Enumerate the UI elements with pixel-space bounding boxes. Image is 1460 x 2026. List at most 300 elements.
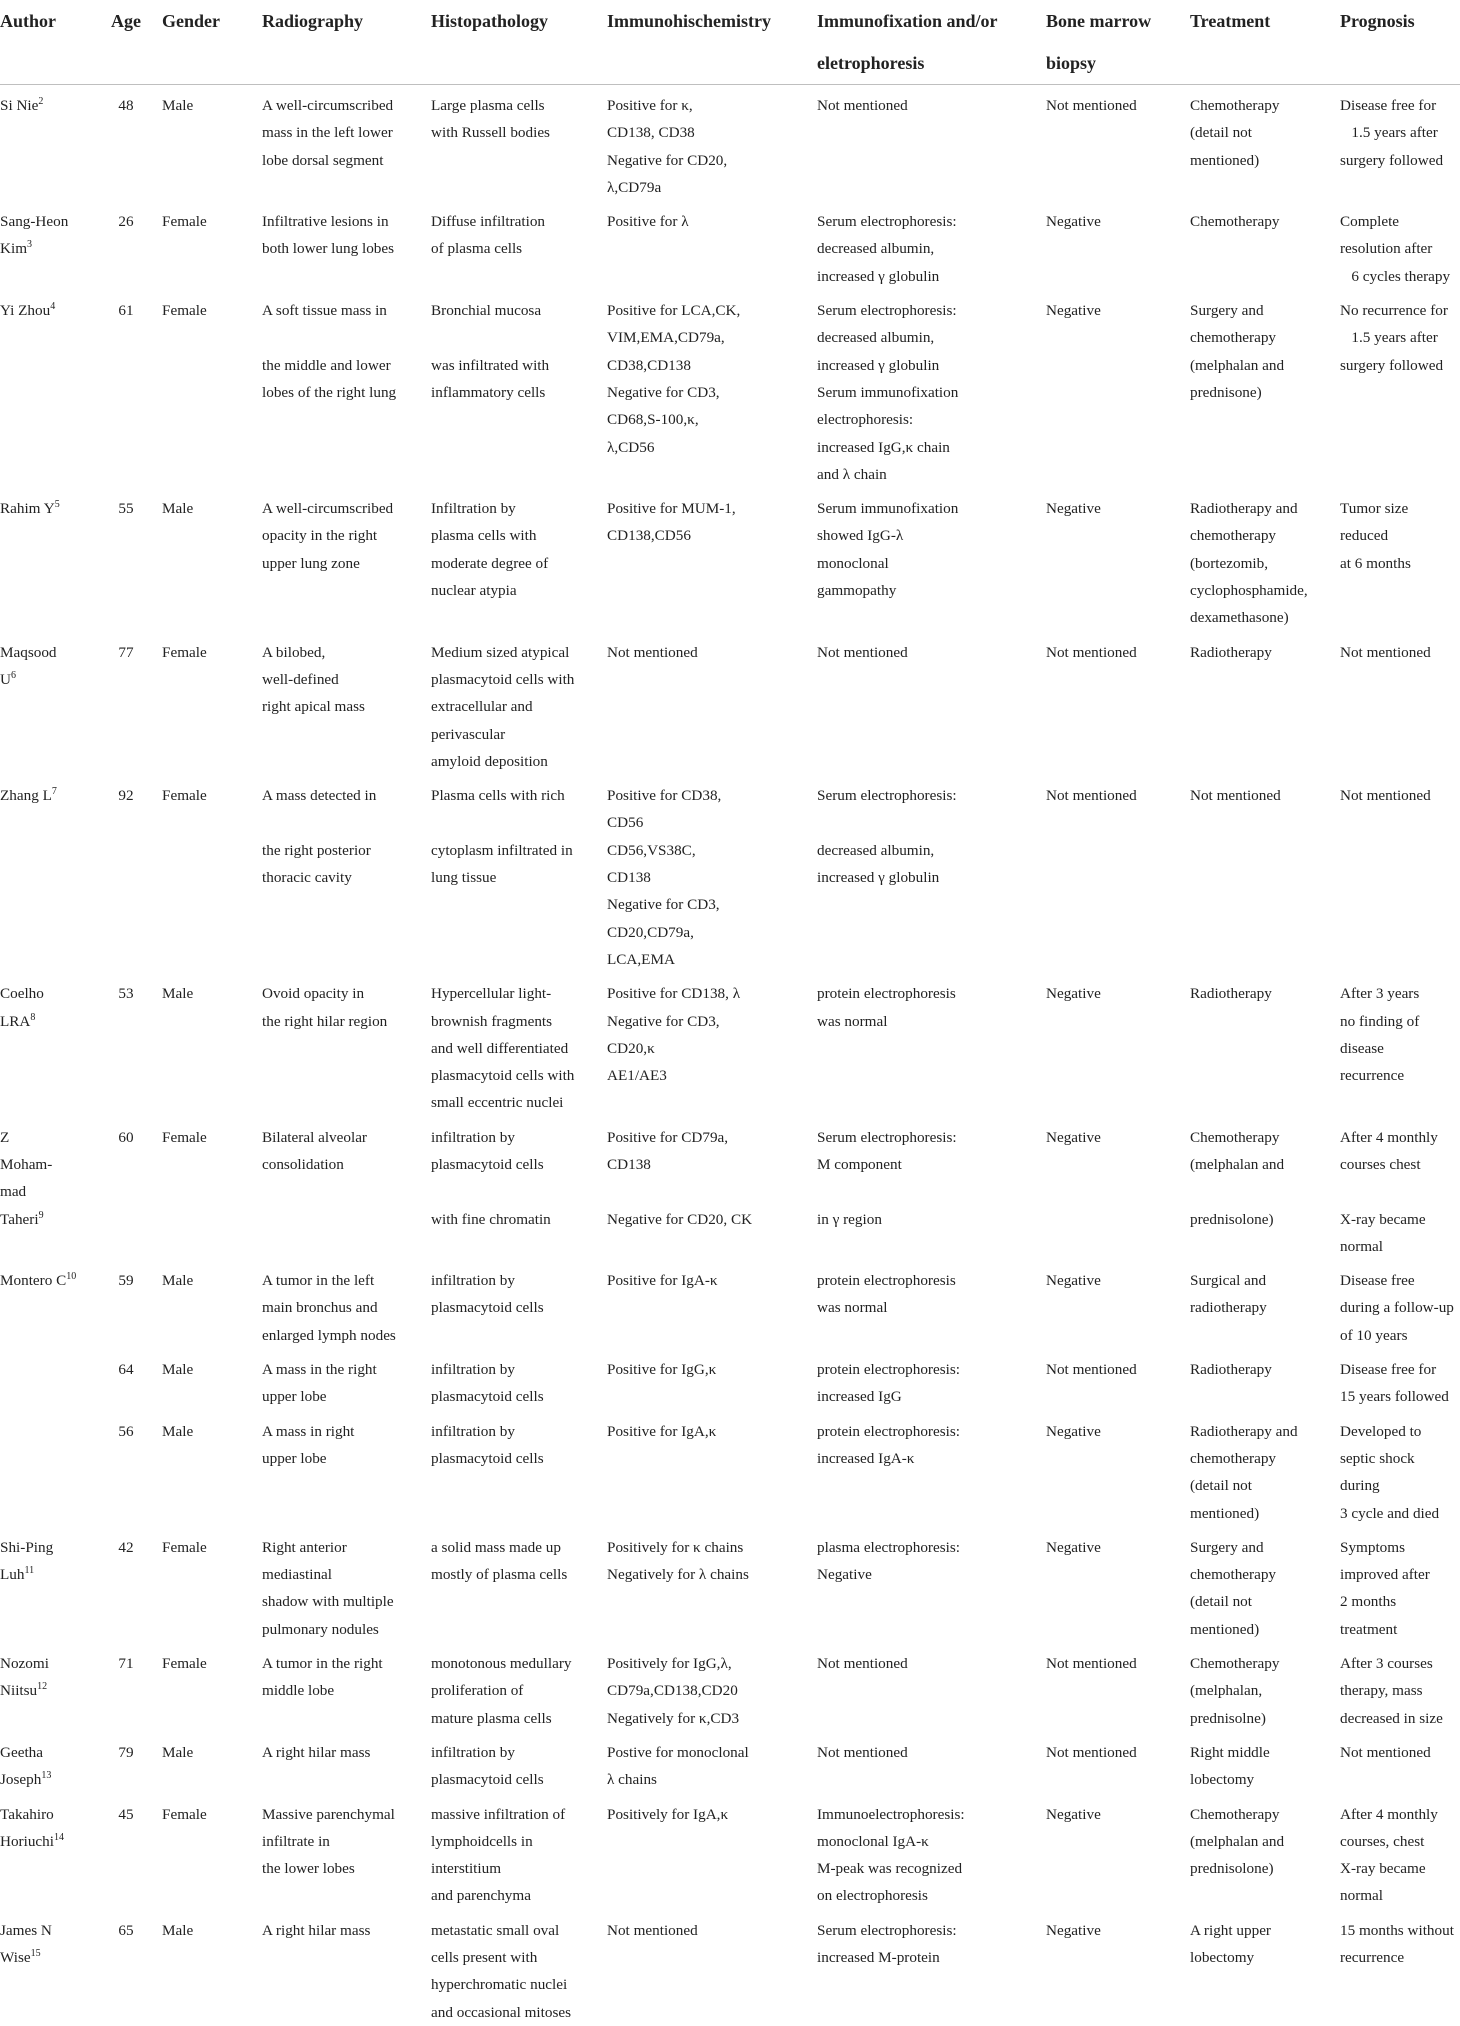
- author-name: Horiuchi: [0, 1832, 54, 1850]
- author-name: James N: [0, 1921, 52, 1939]
- marrow-line: Negative: [1046, 985, 1101, 1003]
- treatment-line: lobectomy: [1190, 1771, 1255, 1789]
- header-line: Immunofixation and/or: [817, 11, 998, 31]
- treatment-line: Chemotherapy: [1190, 97, 1280, 114]
- cell-marrow: [1046, 1117, 1190, 1260]
- immuno-line: CD138, CD38: [607, 124, 695, 142]
- cell-fixation: [817, 1527, 1046, 1643]
- immuno-line: λ,CD56: [607, 438, 655, 456]
- cell-prognosis: [1340, 632, 1460, 775]
- author-line: [0, 1739, 90, 1766]
- prognosis-line: normal: [1340, 1887, 1384, 1905]
- histopathology-line: Plasma cells with rich: [431, 787, 565, 805]
- cell-immuno: [607, 290, 817, 488]
- author-line: [0, 1944, 90, 1971]
- radiography-line: lobes of the right lung: [262, 383, 397, 401]
- cell-immuno: [607, 1643, 817, 1732]
- immuno-line: Negative for CD3,: [607, 383, 720, 401]
- histopathology-line: plasmacytoid cells: [431, 1771, 544, 1789]
- immuno-line: CD38,CD138: [607, 356, 691, 374]
- prognosis-line: 3 cycle and died: [1340, 1504, 1440, 1522]
- reference-number: 15: [30, 1948, 41, 1959]
- radiography-line: pulmonary nodules: [262, 1620, 379, 1638]
- cell-author: [0, 488, 90, 631]
- cell-radiography: [262, 775, 431, 973]
- histopathology-line: inflammatory cells: [431, 383, 546, 401]
- table-row: [0, 1117, 1460, 1260]
- cell-fixation: [817, 1794, 1046, 1910]
- histopathology-line: plasmacytoid cells: [431, 1449, 544, 1467]
- cell-histopathology: [431, 1910, 607, 2026]
- header-line: Radiography: [262, 11, 364, 31]
- cell-histopathology: [431, 1643, 607, 1732]
- cell-gender: Male: [162, 97, 194, 114]
- histopathology-line: mostly of plasma cells: [431, 1566, 568, 1584]
- immuno-line: CD138: [607, 869, 651, 887]
- cell-gender: Female: [162, 787, 207, 805]
- fixation-line: decreased albumin,: [817, 240, 935, 258]
- prognosis-line: treatment: [1340, 1620, 1398, 1638]
- author-name: Coelho: [0, 985, 44, 1003]
- reference-number: 8: [30, 1011, 36, 1023]
- prognosis-line: After 3 courses: [1340, 1655, 1433, 1673]
- author-name: Maqsood: [0, 643, 57, 661]
- treatment-line: (bortezomib,: [1190, 554, 1269, 572]
- histopathology-line: hyperchromatic nuclei: [431, 1976, 568, 1994]
- cell-fixation: [817, 1117, 1046, 1260]
- immuno-line: LCA,EMA: [607, 950, 675, 968]
- cell-histopathology: [431, 973, 607, 1116]
- radiography-line: the middle and lower: [262, 356, 391, 374]
- author-name: Wise: [0, 1949, 31, 1966]
- reference-number: 10: [66, 1271, 77, 1283]
- author-name: Luh: [0, 1566, 25, 1584]
- radiography-line: upper lobe: [262, 1388, 327, 1406]
- treatment-line: chemotherapy: [1190, 527, 1277, 545]
- histopathology-line: Medium sized atypical: [431, 643, 570, 661]
- cell-radiography: [262, 1349, 431, 1411]
- cell-gender: Male: [162, 1361, 194, 1379]
- cell-histopathology: [431, 1732, 607, 1794]
- cell-age: 42: [118, 1538, 134, 1556]
- immuno-line: Negatively for κ,CD3: [607, 1709, 740, 1727]
- prognosis-line: Developed to: [1340, 1422, 1422, 1440]
- marrow-line: Negative: [1046, 500, 1101, 518]
- column-header-treatment: [1190, 0, 1340, 85]
- prognosis-line: After 4 monthly: [1340, 1128, 1438, 1146]
- cell-age: 92: [118, 787, 134, 805]
- author-line: [0, 1650, 90, 1677]
- cell-author: [0, 1260, 90, 1349]
- cell-radiography: [262, 1527, 431, 1643]
- fixation-line: decreased albumin,: [817, 841, 935, 859]
- table-row: [0, 1794, 1460, 1910]
- cell-fixation: [817, 1910, 1046, 2026]
- cell-immuno: [607, 1527, 817, 1643]
- cell-histopathology: [431, 1411, 607, 1527]
- radiography-line: A mass detected in: [262, 787, 377, 805]
- cell-prognosis: [1340, 290, 1460, 488]
- prognosis-line: reduced: [1340, 527, 1389, 545]
- radiography-line: consolidation: [262, 1155, 344, 1173]
- treatment-line: (melphalan and: [1190, 1155, 1285, 1173]
- marrow-line: Negative: [1046, 1128, 1101, 1146]
- immuno-line: CD138,CD56: [607, 527, 691, 545]
- treatment-line: Chemotherapy: [1190, 213, 1280, 231]
- radiography-line: A right hilar mass: [262, 1743, 371, 1761]
- cell-histopathology: [431, 1117, 607, 1260]
- histopathology-line: extracellular and: [431, 698, 533, 716]
- histopathology-line: infiltration by: [431, 1422, 515, 1440]
- radiography-line: upper lobe: [262, 1449, 327, 1467]
- radiography-line: A bilobed,: [262, 643, 326, 661]
- author-line: [0, 1178, 90, 1205]
- radiography-line: Right anterior: [262, 1538, 347, 1556]
- radiography-line: middle lobe: [262, 1682, 335, 1700]
- header-line: Immunohischemistry: [607, 11, 772, 31]
- author-line: [0, 1124, 90, 1151]
- radiography-line: lobe dorsal segment: [262, 151, 384, 169]
- histopathology-line: perivascular: [431, 725, 506, 743]
- treatment-line: Surgical and: [1190, 1272, 1267, 1290]
- immuno-line: [607, 1178, 817, 1205]
- cell-fixation: [817, 201, 1046, 290]
- treatment-line: (melphalan and: [1190, 356, 1285, 374]
- prognosis-line: surgery followed: [1340, 356, 1444, 374]
- treatment-line: (melphalan,: [1190, 1682, 1263, 1700]
- cell-fixation: [817, 1643, 1046, 1732]
- cell-author: [0, 85, 90, 202]
- prognosis-line: decreased in size: [1340, 1709, 1443, 1727]
- histopathology-line: [431, 324, 607, 351]
- cell-gender: Male: [162, 1272, 194, 1290]
- radiography-line: Bilateral alveolar: [262, 1128, 367, 1146]
- treatment-line: prednisolne): [1190, 1709, 1266, 1727]
- prognosis-line: 2 months: [1340, 1593, 1397, 1611]
- immuno-line: Positive for LCA,CK,: [607, 302, 741, 320]
- cell-treatment: [1190, 201, 1340, 290]
- prognosis-line: Disease free for: [1340, 97, 1437, 114]
- treatment-line: chemotherapy: [1190, 329, 1277, 347]
- author-name: U: [0, 670, 11, 688]
- cell-prognosis: [1340, 1527, 1460, 1643]
- prognosis-line: therapy, mass: [1340, 1682, 1423, 1700]
- cell-gender: Female: [162, 302, 207, 320]
- table-body: [0, 85, 1460, 2026]
- fixation-line: showed IgG-λ: [817, 527, 904, 545]
- immuno-line: Positively for IgG,λ,: [607, 1655, 732, 1673]
- cell-treatment: [1190, 1910, 1340, 2026]
- treatment-line: Radiotherapy: [1190, 643, 1272, 661]
- reference-number: 2: [38, 96, 44, 107]
- author-line: [0, 1917, 90, 1944]
- prognosis-line: 1.5 years after: [1340, 124, 1438, 142]
- radiography-line: the lower lobes: [262, 1860, 355, 1878]
- cell-fixation: [817, 488, 1046, 631]
- fixation-line: protein electrophoresis:: [817, 1361, 960, 1379]
- histopathology-line: Infiltration by: [431, 500, 516, 518]
- fixation-line: was normal: [817, 1299, 888, 1317]
- column-header-histopathology: [431, 0, 607, 85]
- table-row: [0, 1260, 1460, 1349]
- author-name: Sang-Heon: [0, 213, 69, 231]
- treatment-line: Chemotherapy: [1190, 1128, 1280, 1146]
- histopathology-line: cytoplasm infiltrated in: [431, 841, 573, 859]
- radiography-line: A mass in the right: [262, 1361, 377, 1379]
- cell-marrow: [1046, 201, 1190, 290]
- prognosis-line: X-ray became: [1340, 1210, 1426, 1228]
- cell-age: 53: [118, 985, 134, 1003]
- treatment-line: chemotherapy: [1190, 1566, 1277, 1584]
- cell-radiography: [262, 290, 431, 488]
- author-name: Z: [0, 1128, 10, 1146]
- reference-number: 11: [24, 1565, 35, 1577]
- immuno-line: Positive for CD79a,: [607, 1128, 729, 1146]
- cell-author: [0, 1910, 90, 2026]
- fixation-line: on electrophoresis: [817, 1887, 928, 1905]
- fixation-line: electrophoresis:: [817, 411, 914, 429]
- fixation-line: and λ chain: [817, 465, 887, 483]
- cell-histopathology: [431, 201, 607, 290]
- cell-prognosis: [1340, 775, 1460, 973]
- cell-prognosis: [1340, 1643, 1460, 1732]
- author-line: [0, 1008, 90, 1035]
- radiography-line: mediastinal: [262, 1566, 333, 1584]
- author-name: Nozomi: [0, 1655, 49, 1673]
- cell-immuno: [607, 1349, 817, 1411]
- histopathology-line: brownish fragments: [431, 1012, 553, 1030]
- radiography-line: Infiltrative lesions in: [262, 213, 389, 231]
- header-line: Age: [111, 11, 141, 31]
- histopathology-line: monotonous medullary: [431, 1655, 572, 1673]
- cell-age: 45: [118, 1805, 134, 1823]
- cell-radiography: [262, 1260, 431, 1349]
- prognosis-line: X-ray became: [1340, 1860, 1426, 1878]
- radiography-line: A right hilar mass: [262, 1921, 371, 1939]
- immuno-line: CD79a,CD138,CD20: [607, 1682, 738, 1700]
- prognosis-line: Disease free for: [1340, 1361, 1437, 1379]
- treatment-line: Surgery and: [1190, 302, 1264, 320]
- prognosis-line: Disease free: [1340, 1272, 1415, 1290]
- treatment-line: (detail not: [1190, 1593, 1252, 1611]
- histopathology-line: plasmacytoid cells with: [431, 1067, 575, 1085]
- radiography-line: both lower lung lobes: [262, 240, 395, 258]
- cell-marrow: [1046, 1910, 1190, 2026]
- cell-gender: Male: [162, 1921, 194, 1939]
- prognosis-line: septic shock: [1340, 1449, 1415, 1467]
- fixation-line: Serum immunofixation: [817, 383, 959, 401]
- header-line: Bone marrow: [1046, 11, 1152, 31]
- cell-author: [0, 1794, 90, 1910]
- header-line: Prognosis: [1340, 11, 1415, 31]
- radiography-line: A tumor in the left: [262, 1272, 375, 1290]
- cell-fixation: [817, 290, 1046, 488]
- fixation-line: [817, 809, 1046, 836]
- fixation-line: protein electrophoresis: [817, 985, 956, 1003]
- cell-marrow: [1046, 488, 1190, 631]
- cell-fixation: [817, 632, 1046, 775]
- prognosis-line: Not mentioned: [1340, 643, 1431, 661]
- prognosis-line: courses chest: [1340, 1155, 1421, 1173]
- cell-immuno: [607, 488, 817, 631]
- radiography-line: the right posterior: [262, 841, 371, 859]
- immuno-line: Negative for CD20,: [607, 151, 728, 169]
- fixation-line: [817, 1178, 1046, 1205]
- cell-marrow: [1046, 1794, 1190, 1910]
- cell-prognosis: [1340, 1910, 1460, 2026]
- histopathology-line: proliferation of: [431, 1682, 524, 1700]
- cell-author: [0, 775, 90, 973]
- cell-age: 26: [118, 213, 134, 231]
- cell-prognosis: [1340, 1411, 1460, 1527]
- histopathology-line: and parenchyma: [431, 1887, 531, 1905]
- histopathology-line: plasmacytoid cells: [431, 1155, 544, 1173]
- histopathology-line: was infiltrated with: [431, 356, 550, 374]
- cell-gender: Female: [162, 1805, 207, 1823]
- radiography-line: A well-circumscribed: [262, 500, 394, 518]
- cell-immuno: [607, 1117, 817, 1260]
- histopathology-line: massive infiltration of: [431, 1805, 566, 1823]
- column-header-age: [90, 0, 162, 85]
- author-name: Niitsu: [0, 1682, 38, 1700]
- immuno-line: AE1/AE3: [607, 1067, 667, 1085]
- prognosis-line: 1.5 years after: [1340, 329, 1438, 347]
- fixation-line: Not mentioned: [817, 97, 908, 114]
- cell-histopathology: [431, 632, 607, 775]
- immuno-line: Positive for IgG,κ: [607, 1361, 717, 1379]
- immuno-line: CD68,S-100,κ,: [607, 411, 699, 429]
- marrow-line: Negative: [1046, 1921, 1101, 1939]
- histopathology-line: of plasma cells: [431, 240, 523, 258]
- reference-number: 7: [51, 786, 57, 798]
- cell-author: [0, 1411, 90, 1527]
- cell-author: [0, 201, 90, 290]
- cell-age: 60: [118, 1128, 134, 1146]
- fixation-line: M-peak was recognized: [817, 1860, 963, 1878]
- cell-radiography: [262, 1411, 431, 1527]
- fixation-line: Not mentioned: [817, 1743, 908, 1761]
- author-line: [0, 1206, 90, 1233]
- cell-prognosis: [1340, 488, 1460, 631]
- cell-fixation: [817, 1411, 1046, 1527]
- cell-treatment: [1190, 1260, 1340, 1349]
- cell-marrow: [1046, 632, 1190, 775]
- marrow-line: Negative: [1046, 1272, 1101, 1290]
- reference-number: 6: [10, 669, 16, 681]
- prognosis-line: recurrence: [1340, 1949, 1405, 1966]
- treatment-line: A right upper: [1190, 1921, 1271, 1939]
- cell-author: [0, 973, 90, 1116]
- histopathology-line: interstitium: [431, 1860, 502, 1878]
- table-row: [0, 1411, 1460, 1527]
- cell-marrow: [1046, 1349, 1190, 1411]
- prognosis-line: recurrence: [1340, 1067, 1405, 1085]
- cell-age: 61: [118, 302, 134, 320]
- cell-histopathology: [431, 775, 607, 973]
- author-name: LRA: [0, 1012, 31, 1030]
- cell-author: [0, 1349, 90, 1411]
- fixation-line: increased M-protein: [817, 1949, 940, 1966]
- histopathology-line: lymphoidcells in: [431, 1832, 533, 1850]
- author-name: Rahim Y: [0, 500, 55, 518]
- histopathology-line: a solid mass made up: [431, 1538, 561, 1556]
- cell-histopathology: [431, 1349, 607, 1411]
- histopathology-line: and occasional mitoses: [431, 2003, 572, 2021]
- immuno-line: Not mentioned: [607, 643, 698, 661]
- author-line: [0, 235, 90, 262]
- cell-immuno: [607, 1411, 817, 1527]
- author-line: [0, 782, 90, 809]
- treatment-line: (detail not: [1190, 1477, 1252, 1495]
- cell-age: 48: [118, 97, 134, 114]
- cell-radiography: [262, 488, 431, 631]
- cell-immuno: [607, 775, 817, 973]
- treatment-line: Radiotherapy and: [1190, 500, 1298, 518]
- cell-author: [0, 1527, 90, 1643]
- author-line: [0, 639, 90, 666]
- reference-number: 3: [27, 239, 33, 251]
- radiography-line: A mass in right: [262, 1422, 355, 1440]
- fixation-line: Serum electrophoresis:: [817, 1128, 957, 1146]
- column-header-gender: [162, 0, 262, 85]
- column-header-author: [0, 0, 90, 85]
- table-row: [0, 1910, 1460, 2026]
- header-line: Author: [0, 11, 57, 31]
- histopathology-line: plasmacytoid cells with: [431, 670, 575, 688]
- cell-prognosis: [1340, 1732, 1460, 1794]
- cell-immuno: [607, 1794, 817, 1910]
- cell-radiography: [262, 1910, 431, 2026]
- marrow-line: Negative: [1046, 1805, 1101, 1823]
- histopathology-line: plasmacytoid cells: [431, 1388, 544, 1406]
- column-header-prognosis: [1340, 0, 1460, 85]
- cell-marrow: [1046, 1411, 1190, 1527]
- fixation-line: increased γ globulin: [817, 267, 940, 285]
- radiography-line: right apical mass: [262, 698, 365, 716]
- cell-age: 77: [118, 643, 134, 661]
- cell-marrow: [1046, 1732, 1190, 1794]
- fixation-line: in γ region: [817, 1210, 882, 1228]
- histopathology-line: nuclear atypia: [431, 582, 517, 600]
- author-name: Zhang L: [0, 787, 52, 805]
- cell-fixation: [817, 973, 1046, 1116]
- treatment-line: Right middle: [1190, 1743, 1270, 1761]
- cell-marrow: [1046, 1260, 1190, 1349]
- radiography-line: mass in the left lower: [262, 124, 393, 142]
- marrow-line: Not mentioned: [1046, 1655, 1137, 1673]
- prognosis-line: 15 years followed: [1340, 1388, 1449, 1406]
- cell-gender: Male: [162, 1422, 194, 1440]
- treatment-line: chemotherapy: [1190, 1449, 1277, 1467]
- cell-treatment: [1190, 973, 1340, 1116]
- fixation-line: Serum immunofixation: [817, 500, 959, 518]
- cell-author: [0, 1732, 90, 1794]
- prognosis-line: no finding of: [1340, 1012, 1420, 1030]
- treatment-line: radiotherapy: [1190, 1299, 1267, 1317]
- cell-histopathology: [431, 488, 607, 631]
- author-line: [0, 92, 90, 119]
- author-name: Taheri: [0, 1210, 39, 1228]
- cell-immuno: [607, 632, 817, 775]
- fixation-line: monoclonal: [817, 554, 889, 572]
- cell-fixation: [817, 1349, 1046, 1411]
- author-line: [0, 1766, 90, 1793]
- immuno-line: Positive for λ: [607, 213, 689, 231]
- histopathology-line: Hypercellular light-: [431, 985, 552, 1003]
- immuno-line: λ,CD79a: [607, 178, 662, 196]
- treatment-line: Radiotherapy and: [1190, 1422, 1298, 1440]
- radiography-line: Ovoid opacity in: [262, 985, 365, 1003]
